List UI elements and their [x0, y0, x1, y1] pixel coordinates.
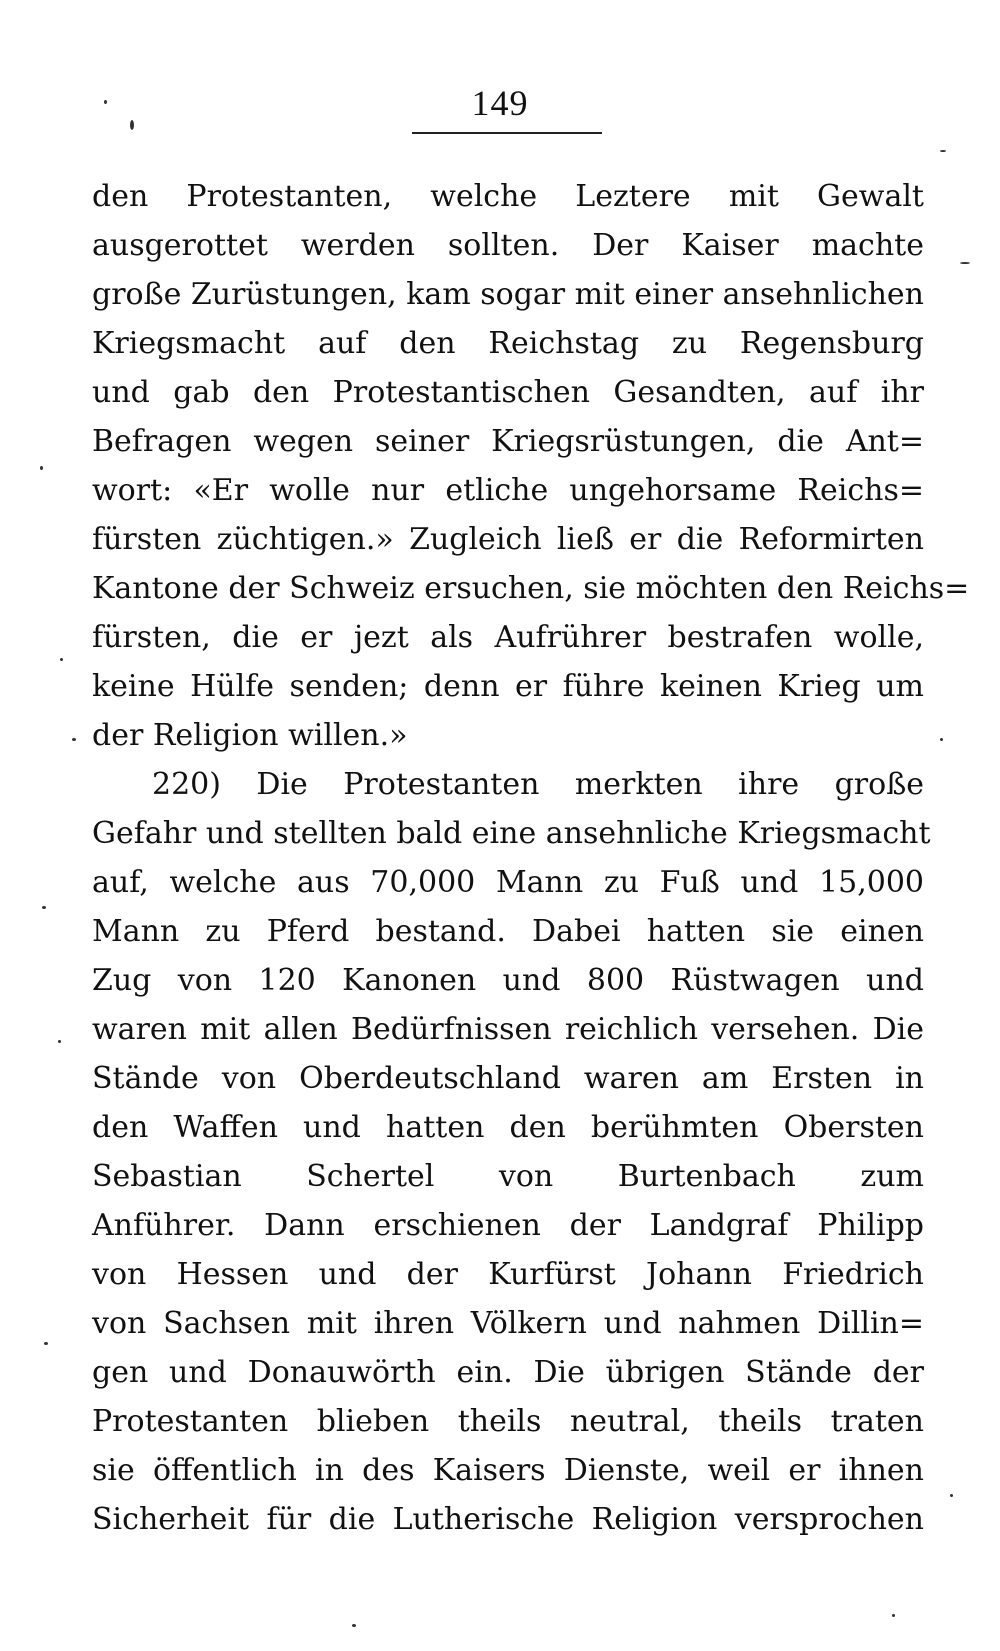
scan-speck [960, 262, 970, 264]
text-line: Protestanten blieben theils neutral, theils traten [92, 1404, 924, 1439]
scan-speck [940, 738, 943, 741]
text-line: fürsten, die er jezt als Aufrührer bestrafen wolle, [92, 620, 924, 655]
text-line: Mann zu Pferd bestand. Dabei hatten sie einen [92, 914, 924, 949]
scan-speck [104, 100, 107, 104]
text-line: große Zurüstungen, kam sogar mit einer ansehnlichen [92, 277, 925, 312]
text-line: Befragen wegen seiner Kriegsrüstungen, die Ant= [92, 424, 924, 459]
text-line: auf, welche aus 70,000 Mann zu Fuß und 15,000 [92, 865, 924, 900]
text-line: und gab den Protestantischen Gesandten, auf ihr [92, 375, 924, 410]
text-line: Stände von Oberdeutschland waren am Ersten in [92, 1061, 924, 1096]
scan-speck [42, 906, 46, 909]
text-line: ausgerottet werden sollten. Der Kaiser machte [92, 228, 924, 263]
scan-speck [130, 120, 134, 130]
text-line: Zug von 120 Kanonen und 800 Rüstwagen und [92, 963, 924, 998]
scan-speck [44, 1342, 48, 1345]
scan-speck [40, 466, 43, 470]
text-line: Kantone der Schweiz ersuchen, sie möchten den Reichs= [92, 571, 970, 606]
text-line: den Protestanten, welche Leztere mit Gewalt [92, 179, 924, 214]
text-line: waren mit allen Bedürfnissen reichlich versehen. Die [92, 1012, 924, 1047]
text-line: keine Hülfe senden; denn er führe keinen Krieg um [92, 669, 924, 704]
paragraph-end-line: der Religion willen.» [92, 718, 408, 753]
text-line: von Hessen und der Kurfürst Johann Friedrich [92, 1257, 924, 1292]
text-line: fürsten züchtigen.» Zugleich ließ er die Reformirten [92, 522, 924, 557]
scan-speck [60, 658, 63, 661]
scan-speck [950, 1494, 953, 1497]
text-line: gen und Donauwörth ein. Die übrigen Stände der [92, 1355, 924, 1390]
text-line: sie öffentlich in des Kaisers Dienste, weil er ihnen [92, 1453, 924, 1488]
body-text [92, 172, 970, 1544]
scan-speck [352, 1624, 356, 1627]
text-line: wort: «Er wolle nur etliche ungehorsame Reichs= [92, 473, 924, 508]
text-line: von Sachsen mit ihren Völkern und nahmen Dillin= [92, 1306, 924, 1341]
scan-speck [892, 1614, 895, 1617]
text-line: Sebastian Schertel von Burtenbach zum [92, 1159, 924, 1194]
page-number-rule [412, 132, 602, 134]
scan-speck [72, 738, 76, 741]
page-number: 149 [471, 83, 529, 123]
scan-speck [940, 150, 946, 152]
scan-speck [58, 1040, 61, 1043]
text-line: Kriegsmacht auf den Reichstag zu Regensburg [92, 326, 924, 361]
text-line: Gefahr und stellten bald eine ansehnliche Kriegsmacht [92, 816, 931, 851]
paragraph-start-line: 220) Die Protestanten merkten ihre große [152, 767, 924, 802]
text-line: den Waffen und hatten den berühmten Obersten [92, 1110, 924, 1145]
text-line: Anführer. Dann erschienen der Landgraf Philipp [92, 1208, 924, 1243]
text-line: Sicherheit für die Lutherische Religion versprochen [92, 1502, 924, 1537]
